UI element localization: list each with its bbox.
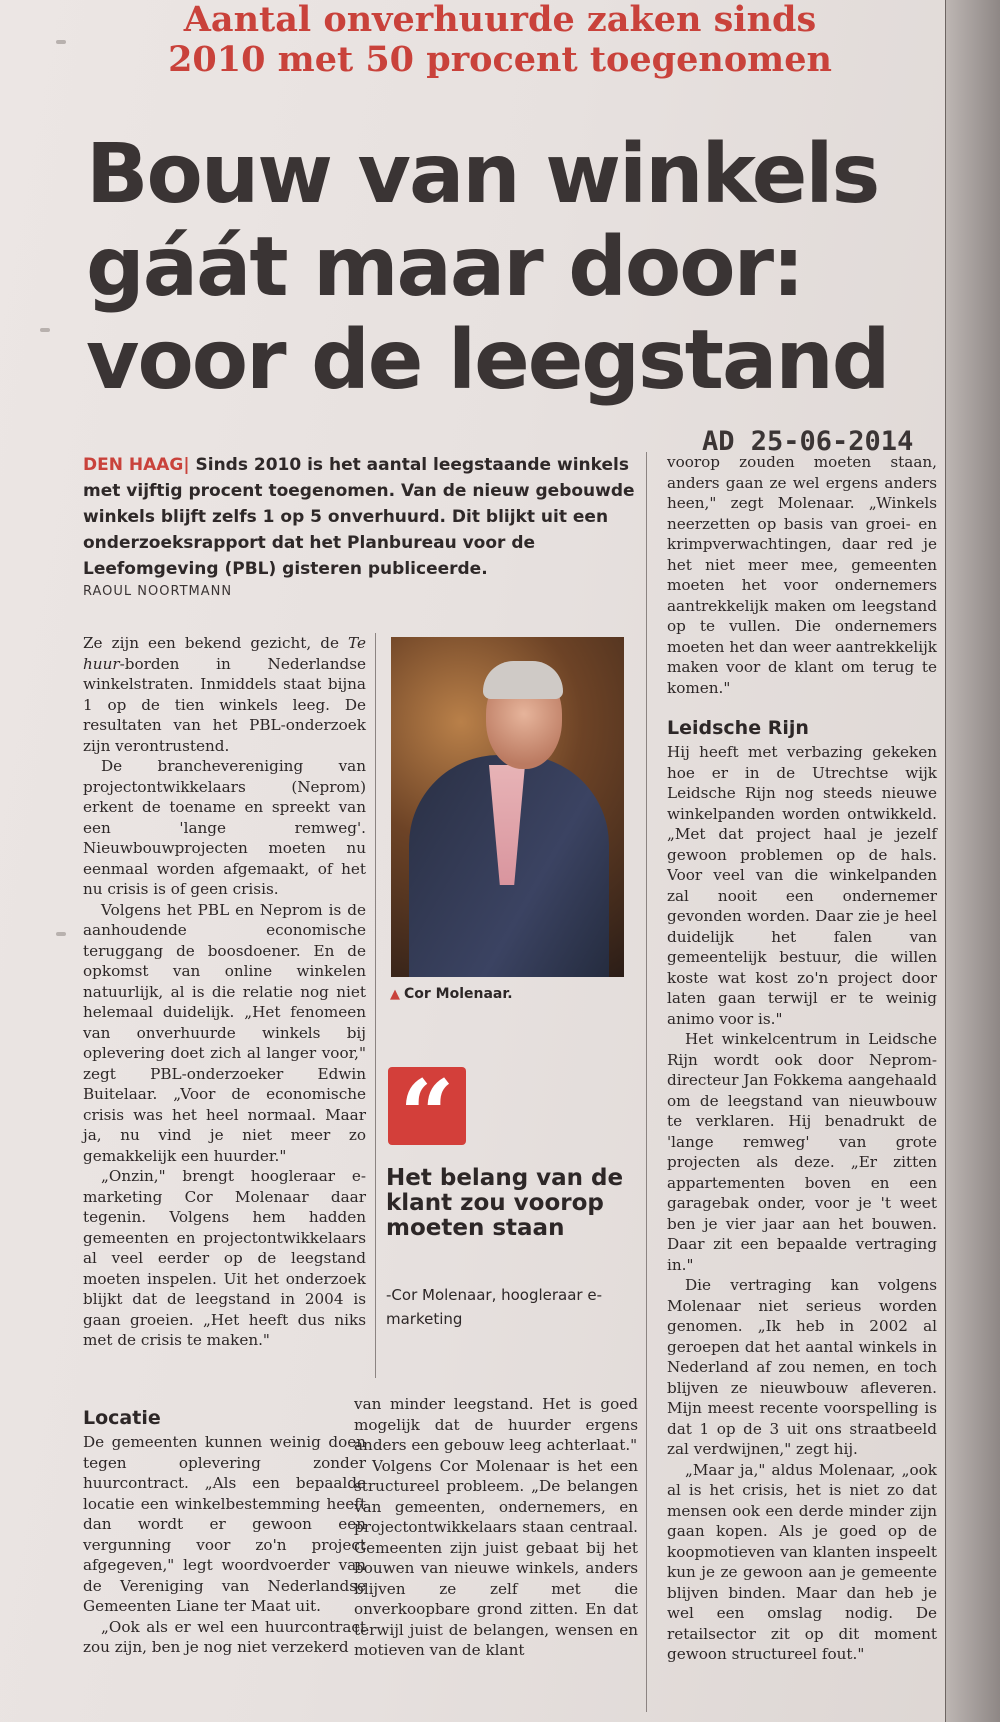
main-headline	[86, 128, 946, 407]
text-run: -borden in Nederlandse winkelstraten. Inmiddels staat bijna 1 op de tien winkels leeg. De resultaten van het PBL-onderzoek zijn verontrustend.	[83, 654, 366, 755]
pull-quote-attribution: -Cor Molenaar, hoogleraar e-marketing	[386, 1286, 603, 1328]
byline: RAOUL NOORTMANN	[83, 584, 233, 599]
article-column-left	[83, 633, 366, 1351]
paragraph: De gemeenten kunnen weinig doen tegen oplevering zonder huurcontract. „Als een bepaalde locatie een winkelbestemming heeft dan wordt er gewoon een vergunning voor zo'n project afgegeven," legt woordvoerder van de Vereniging van Nederlandse Gemeenten Liane ter Maat uit.	[83, 1433, 366, 1615]
headline-line-2: gáát maar door:	[86, 220, 803, 315]
lead-text: Sinds 2010 is het aantal leegstaande winkels met vijftig procent toegenomen. Van de nieuw gebouwde winkels blijft zelfs 1 op 5 onverhuurd. Dit blijkt uit een onderzoeksrapport dat het Planbureau voor de Leefomgeving (PBL) gisteren publiceerde.	[83, 455, 635, 579]
paragraph: Het winkelcentrum in Leidsche Rijn wordt ook door Neprom-directeur Jan Fokkema aangehaald om de leegstand van nieuwbouw te verklaren. Hij benadrukt de 'lange remweg' van grote projecten als deze. „Er zitten appartementen boven en een garagebak onder, voor je 't weet ben je vier jaar aan het bouwen. Daar zit een bepaalde vertraging in."	[667, 1030, 937, 1274]
lead-paragraph	[83, 452, 638, 582]
staple-mark	[40, 328, 50, 332]
caption-triangle-icon: ▲	[390, 987, 400, 1002]
article-column-middle	[354, 1394, 638, 1661]
kicker-line-1: Aantal onverhuurde zaken sinds	[183, 0, 817, 40]
text-run: Ze zijn een bekend gezicht, de	[83, 634, 349, 652]
staple-mark	[56, 932, 66, 936]
quote-mark-glyph: “	[399, 1059, 455, 1172]
paragraph: van minder leegstand. Het is goed mogelijk dat de huurder ergens anders een gebouw leeg achterlaat."	[354, 1395, 638, 1454]
staple-mark	[56, 40, 66, 44]
paragraph: „Maar ja," aldus Molenaar, „ook al is het crisis, het is niet zo dat mensen ook een derde minder zijn gaan kopen. Als je goed op de koopmotieven van klanten inspeelt kun je ze gewoon aan je gemeente blijven binden. Maar dan heb je wel een omslag nodig. De retailsector zit op dit moment gewoon structureel fout."	[667, 1460, 937, 1663]
text-run-italic: Te huur	[83, 634, 366, 673]
article-column-locatie	[83, 1398, 366, 1658]
date-stamp: AD 25-06-2014	[702, 426, 914, 457]
paragraph: „Onzin," brengt hoogleraar e-marketing Cor Molenaar daar tegenin. Volgens hem hadden gemeenten en projectontwikkelaars al veel eerder op de leegstand moeten inspelen. Uit het onderzoek blijkt dat de leegstand in 2004 is gaan groeien. „Het heeft dus niks met de crisis te maken."	[83, 1167, 366, 1349]
paragraph: Die vertraging kan volgens Molenaar niet serieus worden genomen. „Ik heb in 2002 al geroepen dat het aantal winkels in Nederland af zou nemen, en toch blijven ze nieuwbouw afleveren. Mijn meest recente voorspelling is dat 1 op de 3 uit ons straatbeeld zal verdwijnen," zegt hij.	[667, 1276, 937, 1458]
paragraph: Volgens het PBL en Neprom is de aanhoudende economische teruggang de boosdoener. En de opkomst van online winkelen natuurlijk, al is die relatie nog niet helemaal duidelijk. „Het fenomeen van onverhuurde winkels bij oplevering doet zich al langer voor," zegt PBL-onderzoeker Edwin Buitelaar. „Voor de economische crisis was het heel normaal. Maar ja, nu vind je niet meer zo gemakkelijk een huurder."	[83, 900, 366, 1165]
paragraph: Hij heeft met verbazing gekeken hoe er in de Utrechtse wijk Leidsche Rijn nog steeds nieuwe winkelpanden worden ontwikkeld. „Met dat project haal je jezelf gewoon problemen op de hals. Voor veel van die winkelpanden zal nooit een ondernemer gevonden worden. Daar zie je heel duidelijk het falen van gemeentelijk bestuur, die willen koste wat kost zo'n project door laten gaan terwijl er te weinig animo voor is."	[667, 743, 937, 1028]
kicker-headline	[100, 0, 900, 80]
portrait-photo	[391, 637, 624, 977]
kicker-line-2: 2010 met 50 procent toegenomen	[168, 39, 832, 80]
column-divider	[375, 633, 376, 1378]
lead-dateline: DEN HAAG|	[83, 455, 190, 475]
paragraph: De branchevereniging van projectontwikkelaars (Neprom) erkent de toename en spreekt van een 'lange remweg'. Nieuwbouwprojecten moeten nu eenmaal worden afgemaakt, of het nu crisis is of geen crisis.	[83, 757, 366, 898]
headline-line-3: voor de leegstand	[86, 313, 889, 408]
caption-text: Cor Molenaar.	[404, 986, 513, 1002]
paragraph	[83, 633, 366, 756]
photo-caption	[390, 986, 513, 1002]
subheading-locatie: Locatie	[83, 1407, 161, 1429]
subheading-leidsche-rijn: Leidsche Rijn	[667, 717, 809, 739]
paragraph: Volgens Cor Molenaar is het een structureel probleem. „De belangen van gemeenten, ondernemers, en projectontwikkelaars staan centraal. Gemeenten zijn juist gebaat bij het bouwen van nieuwe winkels, anders blijven ze zelf met die onverkoopbare grond zitten. En dat terwijl juist de belangen, wensen en motieven van de klant	[354, 1456, 638, 1659]
article-column-right-top	[667, 452, 937, 698]
page-edge-shadow	[946, 0, 1000, 1722]
article-column-right	[667, 708, 937, 1665]
headline-line-1: Bouw van winkels	[86, 127, 879, 222]
column-divider	[646, 452, 647, 1712]
paragraph: voorop zouden moeten staan, anders gaan ze wel ergens anders heen," zegt Molenaar. „Winkels neerzetten op basis van groei- en krimpverwachtingen, daar red je het niet meer mee, gemeenten moeten het voor ondernemers aantrekkelijk maken om leegstand op te vullen. Die ondernemers moeten het dan weer aantrekkelijk maken voor de klant om terug te komen."	[667, 453, 937, 697]
quote-mark-icon	[388, 1059, 466, 1172]
pull-quote: Het belang van de klant zou voorop moeten staan	[386, 1165, 624, 1241]
paragraph: „Ook als er wel een huurcontract zou zijn, ben je nog niet verzekerd	[83, 1617, 366, 1656]
photo-hair	[483, 661, 563, 699]
